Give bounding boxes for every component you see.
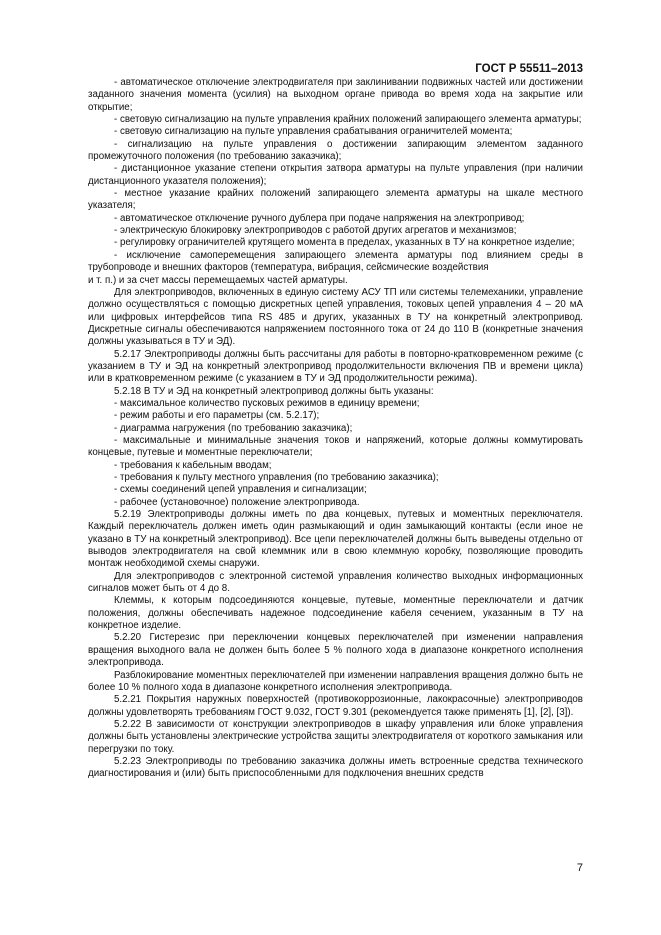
paragraph: - местное указание крайних положений запирающего элемента арматуры на шкале местного указателя; [88, 188, 583, 212]
paragraph: - регулировку ограничителей крутящего момента в пределах, указанных в ТУ на конкретное изделие; [114, 237, 575, 249]
paragraph: - автоматическое отключение электродвигателя при заклинивании подвижных частей или достижении заданного значения момента (усилия) на выходном органе привода во время хода на закрытие или открытие; [88, 77, 583, 113]
paragraph: Для электроприводов, включенных в единую систему АСУ ТП или системы телемеханики, управление должно осуществляться с помощью дискретных цепей управления, токовых цепей управления 4 – 20 мА или цифровых интерфейсов типа RS 485 и других, указанных в ТУ на конкретный электропривод. Дискретные сигналы обеспечиваются напряжением постоянного тока от 24 до 110 В (конкретные значения должны указываться в ТУ и ЭД). [88, 286, 583, 348]
paragraph: - рабочее (установочное) положение электропривода. [114, 496, 360, 508]
paragraph: - схемы соединений цепей управления и сигнализации; [114, 484, 367, 496]
paragraph: - световую сигнализацию на пульте управления крайних положений запирающего элемента арматуры; [114, 114, 582, 126]
paragraph: - автоматическое отключение ручного дублера при подаче напряжения на электропривод; [114, 212, 525, 224]
paragraph: - режим работы и его параметры (см. 5.2.17); [114, 410, 320, 422]
paragraph: - диаграмма нагружения (по требованию заказчика); [114, 422, 353, 434]
paragraph: 5.2.18 В ТУ и ЭД на конкретный электропривод должны быть указаны: [114, 385, 434, 397]
paragraph: - дистанционное указание степени открытия затвора арматуры на пульте управления (при наличии дистанционного указателя положения); [88, 163, 583, 187]
paragraph: 5.2.23 Электроприводы по требованию заказчика должны иметь встроенные средства технического диагностирования и (или) быть приспособленными для подключения внешних средств [88, 755, 583, 780]
document-body [88, 77, 583, 781]
paragraph: - сигнализацию на пульте управления о достижении запирающим элементом заданного промежуточного положения (по требованию заказчика); [88, 138, 583, 163]
paragraph: 5.2.19 Электроприводы должны иметь по два концевых, путевых и моментных переключателя. Каждый переключатель должен иметь один размыкающий и один замыкающий контакты (если иное не указано в ТУ на конкретный электропривод). Все цепи переключателей должны быть выведены отдельно от выводов электродвигателя на свой клеммник или в свою клеммную коробку, позволяющие проводить монтаж необходимой схемы снаружи. [88, 509, 583, 570]
paragraph: 5.2.17 Электроприводы должны быть рассчитаны для работы в повторно-кратковременном режиме (с указанием в ТУ и ЭД на конкретный электропривод продолжительности включения ПВ и времени цикла) или в кратковременном режиме (с указанием в ТУ и ЭД продолжительности режима). [88, 348, 583, 385]
page-number: 7 [576, 862, 583, 874]
paragraph: - электрическую блокировку электроприводов с работой других агрегатов и механизмов; [114, 225, 517, 237]
paragraph: и т. п.) и за счет массы перемещаемых частей арматуры. [88, 274, 348, 286]
paragraph: 5.2.22 В зависимости от конструкции электроприводов в шкафу управления или блоке управления должны быть установлены электрические устройства защиты электродвигателя от короткого замыкания или перегрузки по току. [88, 718, 583, 755]
document-code-header: ГОСТ Р 55511–2013 [475, 63, 583, 75]
paragraph: - исключение самоперемещения запирающего элемента арматуры под влиянием среды в трубопроводе и внешних факторов (температура, вибрация, сейсмические воздействия [88, 249, 583, 274]
paragraph: 5.2.20 Гистерезис при переключении концевых переключателей при изменении направления вращения выходного вала не должен быть более 5 % полного хода в диапазоне конкретного исполнения электропривода. [88, 632, 583, 669]
paragraph: Разблокирование моментных переключателей при изменении направления вращения должно быть не более 10 % полного хода в диапазоне конкретного исполнения электропривода. [88, 669, 583, 693]
paragraph: - максимальные и минимальные значения токов и напряжений, которые должны коммутировать концевые, путевые и моментные переключатели; [88, 434, 583, 459]
paragraph: - максимальное количество пусковых режимов в единицу времени; [114, 397, 420, 409]
paragraph: - требования к кабельным вводам; [114, 459, 272, 471]
paragraph: Клеммы, к которым подсоединяются концевые, путевые, моментные переключатели и датчик положения, должны обеспечивать надежное подсоединение кабеля сечением, указанным в ТУ на конкретное изделие. [88, 595, 583, 632]
paragraph: 5.2.21 Покрытия наружных поверхностей (противокоррозионные, лакокрасочные) электроприводов должны удовлетворять требованиям ГОСТ 9.032, ГОСТ 9.301 (рекомендуется также применять [1], [2], [3]). [88, 694, 583, 718]
paragraph: - требования к пульту местного управления (по требованию заказчика); [114, 472, 439, 483]
paragraph: Для электроприводов с электронной системой управления количество выходных информационных сигналов может быть от 4 до 8. [88, 570, 583, 595]
paragraph: - световую сигнализацию на пульте управления срабатывания ограничителей момента; [114, 126, 513, 138]
